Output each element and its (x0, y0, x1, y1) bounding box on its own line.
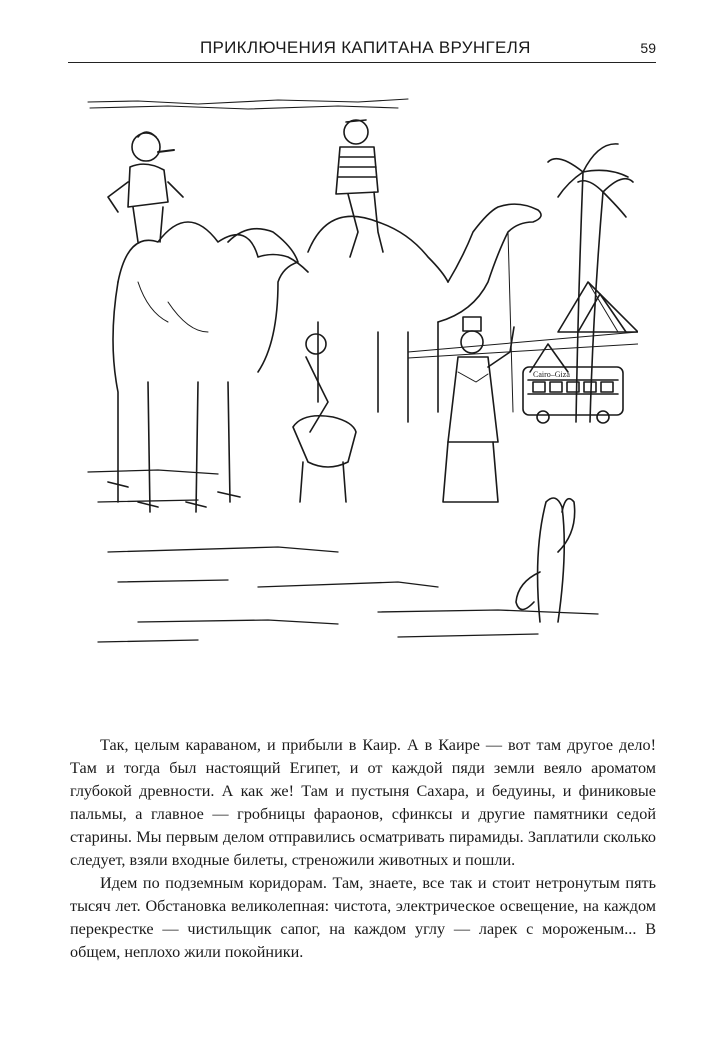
ground-hatching (88, 470, 598, 642)
pyramids-drawing (530, 282, 638, 372)
bus-sign: Cairo–Giza (533, 370, 570, 379)
cactus-drawing (516, 498, 575, 622)
sailor-rider-drawing (336, 120, 383, 257)
camel-drawing (308, 204, 541, 422)
running-header (68, 36, 656, 63)
captain-rider-drawing (108, 132, 183, 242)
guide-drawing (443, 317, 514, 502)
tram-wires (408, 332, 638, 358)
page-number: 59 (640, 40, 656, 56)
bus-drawing (523, 367, 623, 423)
body-text (70, 734, 656, 964)
horizon-hatching (88, 99, 408, 109)
paragraph: Идем по подземным коридорам. Там, знаете, все так и стоит нетронутым пять тысяч лет. Обстановка великолепная: чистота, электрическое освещение, на каждом перекрестке — чистильщик сапог, на каждом углу — ларек с мороженым... В общем, неплохо жили покойники. (70, 874, 656, 961)
caravan-illustration (78, 82, 638, 662)
bactrian-camel-drawing (108, 222, 308, 512)
donkey-rider-drawing (293, 334, 356, 502)
running-title: ПРИКЛЮЧЕНИЯ КАПИТАНА ВРУНГЕЛЯ (200, 38, 531, 57)
paragraph: Так, целым караваном, и прибыли в Каир. А в Каире — вот там другое дело! Там и тогда был настоящий Египет, и от каждой пяди земли веяло ароматом глубокой древности. А как же! Там и пустыня Сахара, и бедуины, и финиковые пальмы, а главное — гробницы фараонов, сфинксы и другие памятники седой старины. Мы первым делом отправились осматривать пирамиды. Заплатили сколько следует, взяли входные билеты, стреножили животных и пошли. (70, 736, 656, 869)
